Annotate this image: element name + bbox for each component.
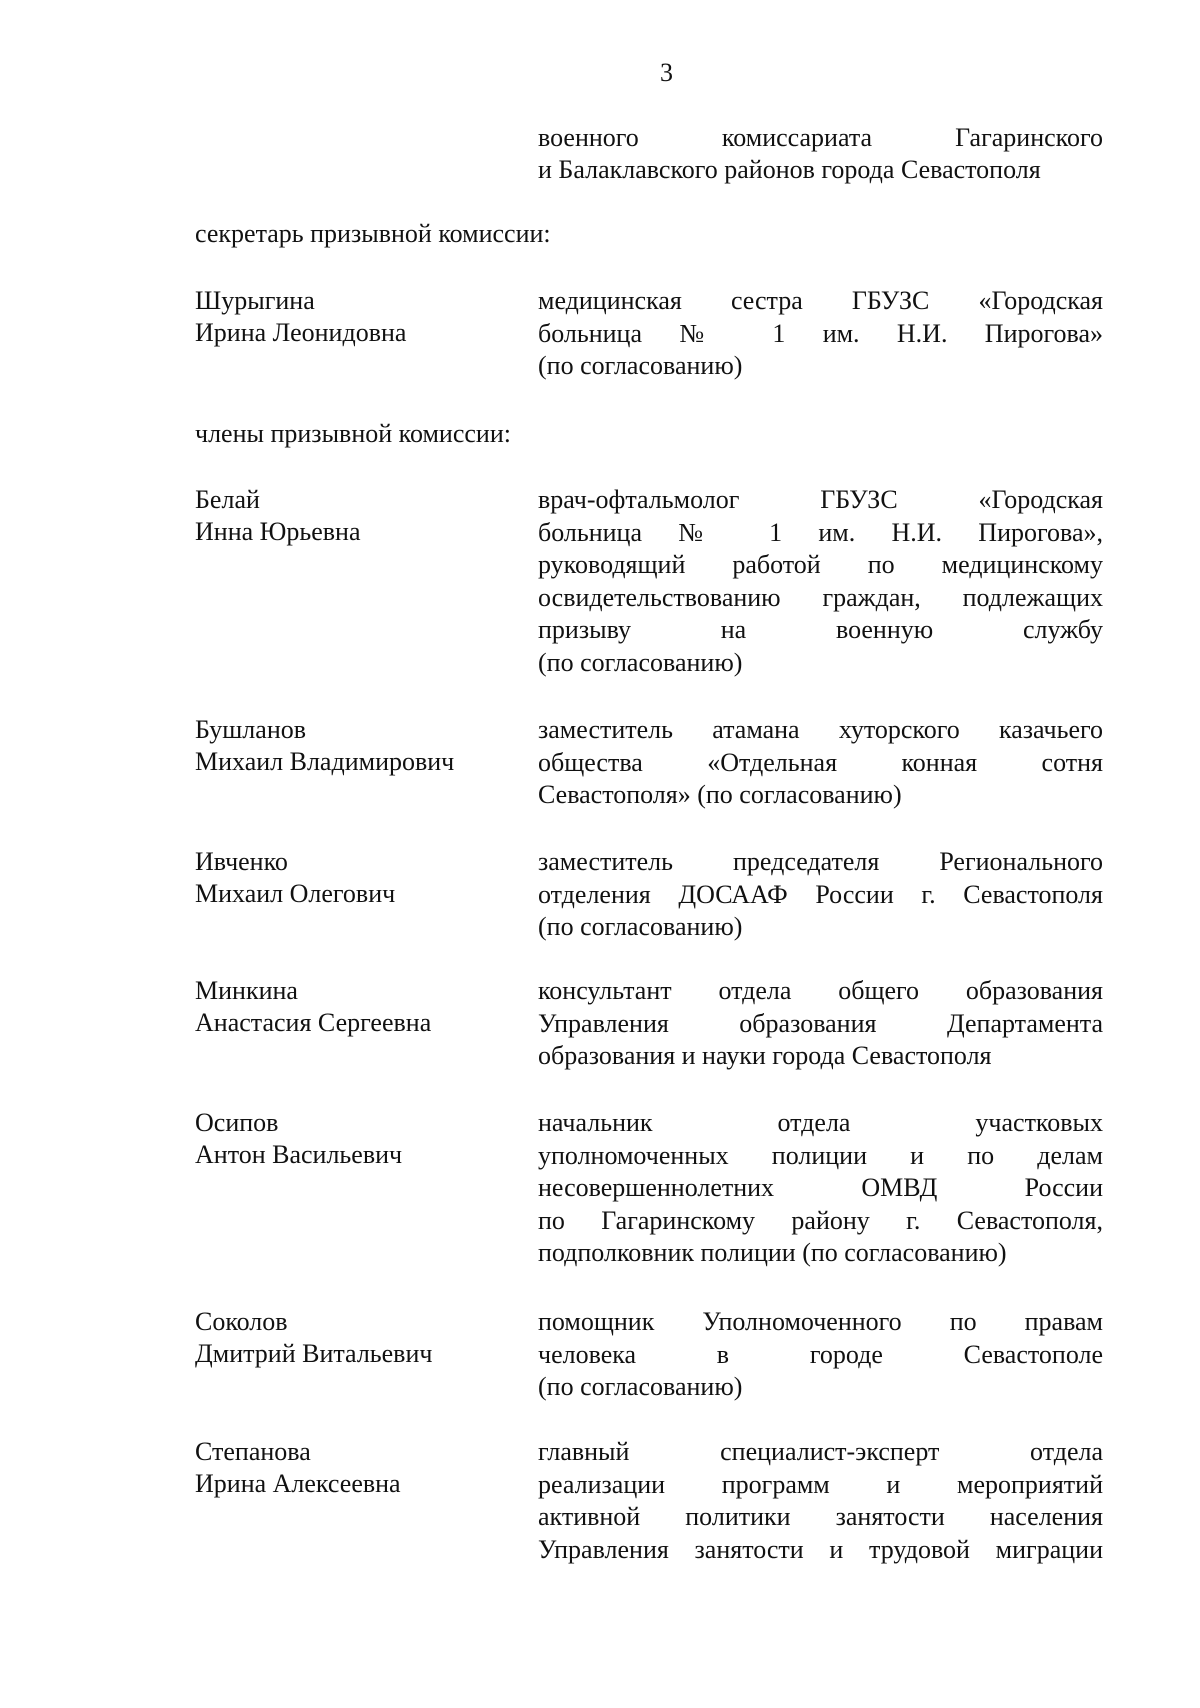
text-line: реализации программ и мероприятий — [538, 1469, 1103, 1499]
surname: Бушланов — [195, 715, 307, 744]
text-line: и Балаклавского районов города Севастополя — [538, 155, 1041, 184]
text-line: начальник отдела участковых — [538, 1108, 1103, 1137]
given-names: Инна Юрьевна — [195, 517, 361, 546]
page-number: 3 — [660, 58, 673, 87]
member-entry — [195, 714, 1105, 812]
person-name — [195, 846, 538, 944]
position-description — [538, 484, 1103, 679]
text-line: образования и науки города Севастополя — [538, 1041, 992, 1070]
text-line: (по согласованию) — [538, 1372, 743, 1401]
surname: Белай — [195, 485, 260, 514]
position-description — [538, 846, 1103, 944]
surname: Минкина — [195, 976, 298, 1005]
text-line: (по согласованию) — [538, 351, 743, 380]
text-line: заместитель председателя Регионального — [538, 847, 1103, 876]
given-names: Анастасия Сергеевна — [195, 1008, 432, 1037]
text-line: больница № 1 им. Н.И. Пирогова», — [538, 517, 1103, 547]
secretary-heading: секретарь призывной комиссии: — [195, 219, 551, 248]
text-line: по Гагаринскому району г. Севастополя, — [538, 1205, 1103, 1235]
person-name — [195, 1107, 538, 1270]
members-heading: члены призывной комиссии: — [195, 419, 511, 448]
position-description — [538, 1306, 1103, 1404]
surname: Соколов — [195, 1307, 288, 1336]
text-line: отделения ДОСААФ России г. Севастополя — [538, 879, 1103, 909]
surname: Степанова — [195, 1437, 311, 1466]
member-entry — [195, 1107, 1105, 1270]
member-entry — [195, 975, 1105, 1073]
text-line: медицинская сестра ГБУЗС «Городская — [538, 286, 1103, 315]
person-name — [195, 1436, 538, 1566]
member-entry — [195, 484, 1105, 679]
surname: Осипов — [195, 1108, 279, 1137]
text-line: врач-офтальмолог ГБУЗС «Городская — [538, 485, 1103, 514]
given-names: Ирина Алексеевна — [195, 1469, 401, 1498]
text-line: подполковник полиции (по согласованию) — [538, 1238, 1007, 1267]
text-line: военного комиссариата Гагаринского — [538, 123, 1103, 152]
position-description — [538, 1436, 1103, 1566]
text-line: заместитель атамана хуторского казачьего — [538, 715, 1103, 744]
surname: Шурыгина — [195, 286, 315, 315]
text-line: больница № 1 им. Н.И. Пирогова» — [538, 318, 1103, 348]
person-name — [195, 1306, 538, 1404]
secretary-entry — [195, 285, 1105, 383]
text-line: руководящий работой по медицинскому — [538, 550, 1103, 579]
text-line: Управления образования Департамента — [538, 1008, 1103, 1038]
text-line: общества «Отдельная конная сотня — [538, 747, 1103, 777]
text-line: главный специалист-эксперт отдела — [538, 1437, 1103, 1466]
text-line: (по согласованию) — [538, 647, 743, 677]
text-line: (по согласованию) — [538, 912, 743, 941]
given-names: Дмитрий Витальевич — [195, 1339, 433, 1368]
member-entry — [195, 846, 1105, 944]
text-line: уполномоченных полиции и по делам — [538, 1140, 1103, 1170]
person-name — [195, 714, 538, 812]
surname: Ивченко — [195, 847, 288, 876]
text-line: помощник Уполномоченного по правам — [538, 1307, 1103, 1336]
continuation-text — [538, 122, 1103, 186]
person-name — [195, 975, 538, 1073]
given-names: Михаил Олегович — [195, 879, 396, 908]
text-line: человека в городе Севастополе — [538, 1339, 1103, 1369]
member-entry — [195, 1306, 1105, 1404]
position-description — [538, 1107, 1103, 1270]
given-names: Ирина Леонидовна — [195, 318, 407, 347]
given-names: Антон Васильевич — [195, 1140, 403, 1169]
given-names: Михаил Владимирович — [195, 747, 455, 776]
person-name — [195, 285, 538, 383]
text-line: консультант отдела общего образования — [538, 976, 1103, 1005]
text-line: Севастополя» (по согласованию) — [538, 780, 902, 809]
person-name — [195, 484, 538, 679]
position-description — [538, 975, 1103, 1073]
text-line: несовершеннолетних ОМВД России — [538, 1173, 1103, 1202]
text-line: призыву на военную службу — [538, 615, 1103, 644]
position-description — [538, 285, 1103, 383]
member-entry — [195, 1436, 1105, 1566]
position-description — [538, 714, 1103, 812]
text-line: активной политики занятости населения — [538, 1502, 1103, 1531]
text-line: Управления занятости и трудовой миграции — [538, 1534, 1103, 1564]
text-line: освидетельствованию граждан, подлежащих — [538, 582, 1103, 612]
